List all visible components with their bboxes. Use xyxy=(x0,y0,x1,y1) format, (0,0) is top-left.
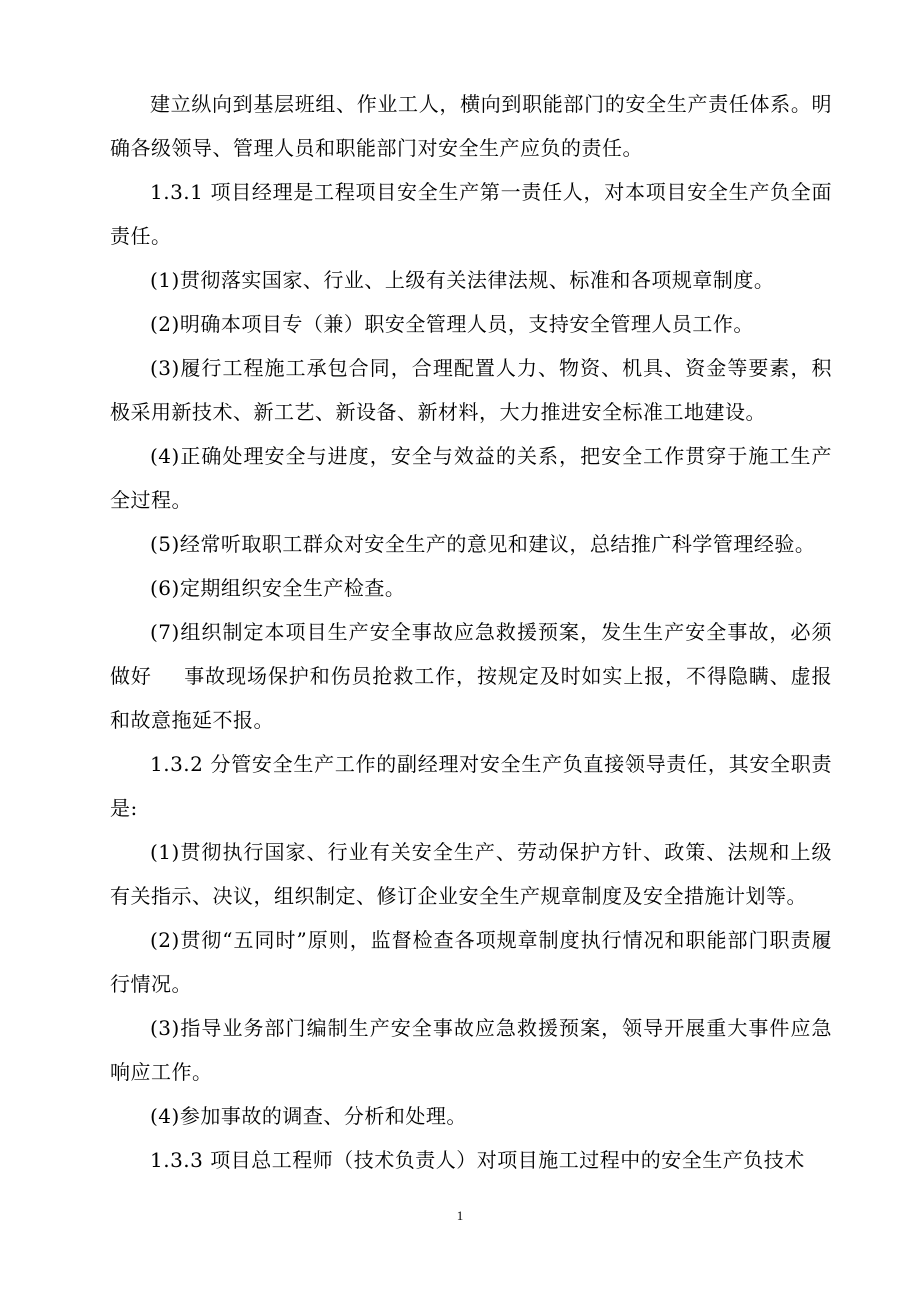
paragraph-item-1: (1)贯彻落实国家、行业、上级有关法律法规、标准和各项规章制度。 xyxy=(150,268,775,292)
paragraph-intro: 建立纵向到基层班组、作业工人，横向到职能部门的安全生产责任体系。明确各级领导、管理人员和职能部门对安全生产应负的责任。 xyxy=(110,92,832,160)
paragraph-duty-1: (1)贯彻执行国家、行业有关安全生产、劳动保护方针、政策、法规和上级有关指示、决议，组织制定、修订企业安全生产规章制度及安全措施计划等。 xyxy=(110,840,832,908)
paragraph-item-7-part2: 事故现场保护和伤员抢救工作，按规定及时如实上报，不得隐瞒、虚报和故意拖延不报。 xyxy=(110,664,833,732)
paragraph-duty-3: (3)指导业务部门编制生产安全事故应急救援预案，领导开展重大事件应急响应工作。 xyxy=(110,1016,832,1084)
paragraph-item-2: (2)明确本项目专（兼）职安全管理人员，支持安全管理人员工作。 xyxy=(150,312,754,336)
paragraph-item-7 xyxy=(110,610,832,742)
page-number: 1 xyxy=(456,1208,464,1223)
paragraph-duty-4: (4)参加事故的调查、分析和处理。 xyxy=(150,1104,467,1128)
paragraph-item-6: (6)定期组织安全生产检查。 xyxy=(150,576,406,600)
paragraph-item-5: (5)经常听取职工群众对安全生产的意见和建议，总结推广科学管理经验。 xyxy=(150,532,816,556)
paragraph-item-3: (3)履行工程施工承包合同，合理配置人力、物资、机具、资金等要素，积极采用新技术、新工艺、新设备、新材料，大力推进安全标准工地建设。 xyxy=(110,356,832,424)
paragraph-item-7-part1: (7)组织制定本项目生产安全事故应急救援预案，发生生产安全事故，必须做好 xyxy=(110,620,832,688)
paragraph-duty-2: (2)贯彻“五同时”原则，监督检查各项规章制度执行情况和职能部门职责履行情况。 xyxy=(110,928,832,996)
document-body xyxy=(110,82,832,1182)
paragraph-1-3-1: 1.3.1 项目经理是工程项目安全生产第一责任人，对本项目安全生产负全面责任。 xyxy=(110,180,832,248)
paragraph-item-4: (4)正确处理安全与进度，安全与效益的关系，把安全工作贯穿于施工生产全过程。 xyxy=(110,444,832,512)
paragraph-1-3-2: 1.3.2 分管安全生产工作的副经理对安全生产负直接领导责任，其安全职责是: xyxy=(110,752,832,820)
paragraph-1-3-3: 1.3.3 项目总工程师（技术负责人）对项目施工过程中的安全生产负技术 xyxy=(150,1148,805,1172)
